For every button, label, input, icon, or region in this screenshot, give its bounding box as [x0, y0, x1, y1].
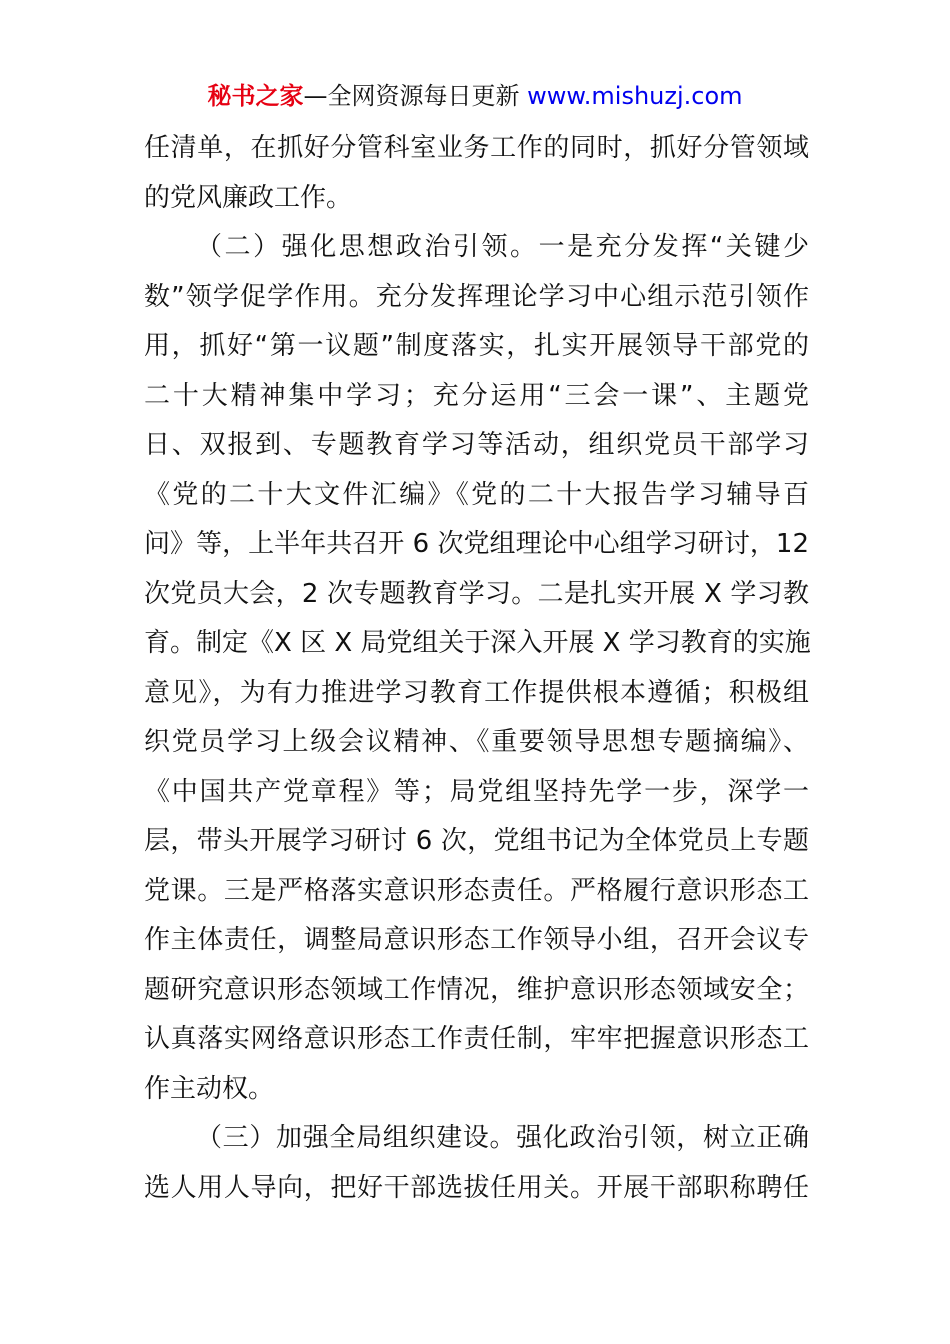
section-heading-line: （三）加强全局组织建设。强化政治引领，树立正确 — [196, 1123, 809, 1153]
text-line: 问》等，上半年共召开 6 次党组理论中心组学习研讨，12 — [144, 529, 809, 559]
page-header — [0, 80, 950, 112]
brand-name: 秘书之家 — [207, 82, 304, 110]
text-line: 任清单，在抓好分管科室业务工作的同时，抓好分管领域 — [144, 133, 809, 163]
text-line: 的党风廉政工作。 — [144, 182, 353, 213]
text-line: 数”领学促学作用。充分发挥理论学习中心组示范引领作 — [144, 281, 809, 312]
text-line: 《党的二十大文件汇编》《党的二十大报告学习辅导百 — [144, 479, 809, 510]
text-line: 育。制定《X 区 X 局党组关于深入开展 X 学习教育的实施 — [144, 628, 811, 658]
section-heading-line: （二）强化思想政治引领。一是充分发挥“关键少 — [196, 232, 809, 262]
text-line: 《中国共产党章程》等；局党组坚持先学一步，深学一 — [144, 776, 809, 807]
text-line: 层，带头开展学习研讨 6 次，党组书记为全体党员上专题 — [144, 826, 809, 856]
text-line: 用，抓好“第一议题”制度落实，扎实开展领导干部党的 — [144, 331, 809, 361]
text-line: 党课。三是严格落实意识形态责任。严格履行意识形态工 — [144, 875, 809, 906]
text-line: 题研究意识形态领域工作情况，维护意识形态领域安全； — [144, 974, 809, 1005]
text-line: 日、双报到、专题教育学习等活动，组织党员干部学习 — [144, 430, 809, 460]
text-line: 作主体责任，调整局意识形态工作领导小组，召开会议专 — [144, 925, 809, 955]
text-line: 作主动权。 — [144, 1073, 275, 1104]
text-line: 织党员学习上级会议精神、《重要领导思想专题摘编》、 — [144, 727, 809, 757]
header-tagline: —全网资源每日更新 — [303, 82, 520, 110]
text-line: 意见》，为有力推进学习教育工作提供根本遵循；积极组 — [144, 677, 809, 708]
text-line: 认真落实网络意识形态工作责任制，牢牢把握意识形态工 — [144, 1024, 809, 1054]
website-link[interactable]: www.mishuzj.com — [527, 82, 743, 110]
text-line: 二十大精神集中学习；充分运用“三会一课”、主题党 — [144, 380, 809, 411]
text-line: 选人用人导向，把好干部选拔任用关。开展干部职称聘任 — [144, 1172, 809, 1203]
document-body — [144, 124, 809, 1213]
text-line: 次党员大会，2 次专题教育学习。二是扎实开展 X 学习教 — [144, 578, 809, 609]
